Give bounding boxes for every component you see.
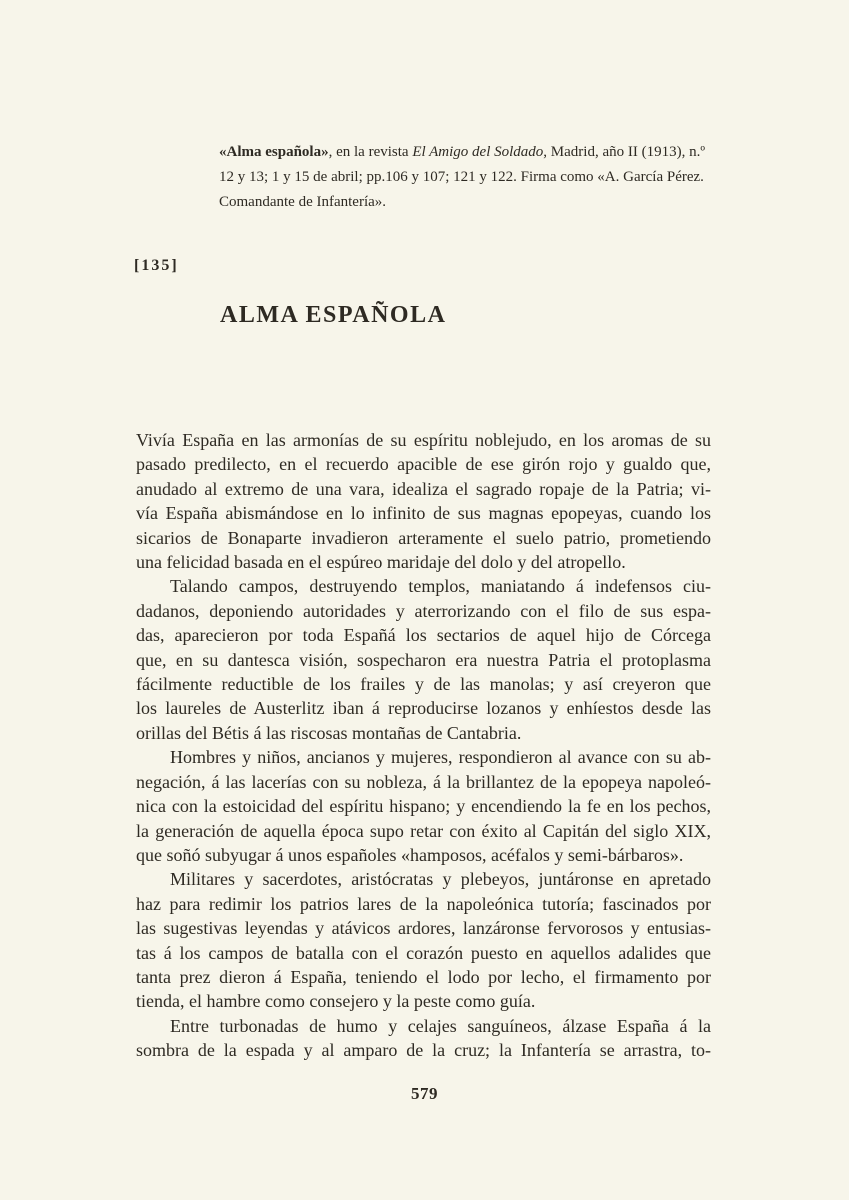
page-number: 579 [411, 1084, 438, 1103]
text-line: sicarios de Bonaparte invadieron arteramente el suelo patrio, prometiendo [136, 527, 711, 548]
citation-block [219, 140, 711, 215]
text-line: una felicidad basada en el espúreo maridaje del dolo y del atropello. [136, 552, 626, 573]
text-line: tas á los campos de batalla con el corazón puesto en aquellos adalides que [136, 942, 711, 963]
citation-text: , en la revista [328, 144, 413, 160]
citation-line [219, 190, 711, 215]
paragraph [136, 574, 711, 745]
paragraph [136, 867, 711, 1013]
chapter-title: ALMA ESPAÑOLA [220, 302, 447, 328]
paragraph [136, 428, 711, 574]
paragraph [136, 745, 711, 867]
text-line: los laureles de Austerlitz iban á reproducirse lozanos y enhíestos desde las [136, 698, 711, 719]
text-line: Hombres y niños, ancianos y mujeres, respondieron al avance con su ab- [170, 747, 711, 768]
text-line: las sugestivas leyendas y atávicos ardores, lanzáronse fervorosos y entusias- [136, 918, 711, 939]
text-line: pasado predilecto, en el recuerdo apacible de ese girón rojo y gualdo que, [136, 454, 711, 475]
citation-text: Comandante de Infantería». [219, 194, 387, 210]
citation-line [219, 165, 711, 190]
citation-line [219, 140, 711, 165]
citation-text: , Madrid, año II (1913), n.º [543, 144, 705, 160]
text-line: tanta prez dieron á España, teniendo el lodo por lecho, el firmamento por [136, 966, 711, 987]
text-line: orillas del Bétis á las riscosas montañas de Cantabria. [136, 722, 522, 743]
text-line: vía España abismándose en lo infinito de sus magnas epopeyas, cuando los [136, 503, 711, 524]
text-line: fácilmente reductible de los frailes y de las manolas; y así creyeron que [136, 674, 711, 695]
paragraph [136, 1014, 711, 1063]
citation-work-title: «Alma española» [219, 144, 329, 160]
text-line: sombra de la espada y al amparo de la cruz; la Infantería se arrastra, to- [136, 1040, 711, 1061]
text-line: das, aparecieron por toda Españá los sectarios de aquel hijo de Córcega [136, 625, 711, 646]
text-line: anudado al extremo de una vara, idealiza el sagrado ropaje de la Patria; vi- [136, 478, 711, 499]
text-line: Entre turbonadas de humo y celajes sanguíneos, álzase España á la [170, 1015, 711, 1036]
text-line: la generación de aquella época supo retar con éxito al Capitán del siglo XIX, [136, 820, 711, 841]
text-line: Talando campos, destruyendo templos, maniatando á indefensos ciu- [170, 576, 711, 597]
text-line: haz para redimir los patrios lares de la napoleónica tutoría; fascinados por [136, 893, 711, 914]
text-line: dadanos, deponiendo autoridades y aterrorizando con el filo de sus espa- [136, 600, 711, 621]
body-text [136, 428, 711, 1063]
text-line: Militares y sacerdotes, aristócratas y plebeyos, juntáronse en apretado [170, 869, 711, 890]
citation-journal-name: El Amigo del Soldado [412, 144, 544, 160]
text-line: Vivía España en las armonías de su espíritu noblejudo, en los aromas de su [136, 430, 711, 450]
citation-text: 12 y 13; 1 y 15 de abril; pp.106 y 107; 121 y 122. Firma como «A. García Pérez. [219, 169, 704, 185]
text-line: tienda, el hambre como consejero y la peste como guía. [136, 991, 536, 1012]
text-line: que soñó subyugar á unos españoles «hamposos, acéfalos y semi-bárbaros». [136, 844, 684, 865]
section-number: [135] [134, 257, 179, 274]
text-line: negación, á las lacerías con su nobleza, á la brillantez de la epopeya napoleó- [136, 771, 711, 792]
text-line: que, en su dantesca visión, sospecharon era nuestra Patria el protoplasma [136, 649, 711, 670]
text-line: nica con la estoicidad del espíritu hispano; y encendiendo la fe en los pechos, [136, 796, 711, 817]
